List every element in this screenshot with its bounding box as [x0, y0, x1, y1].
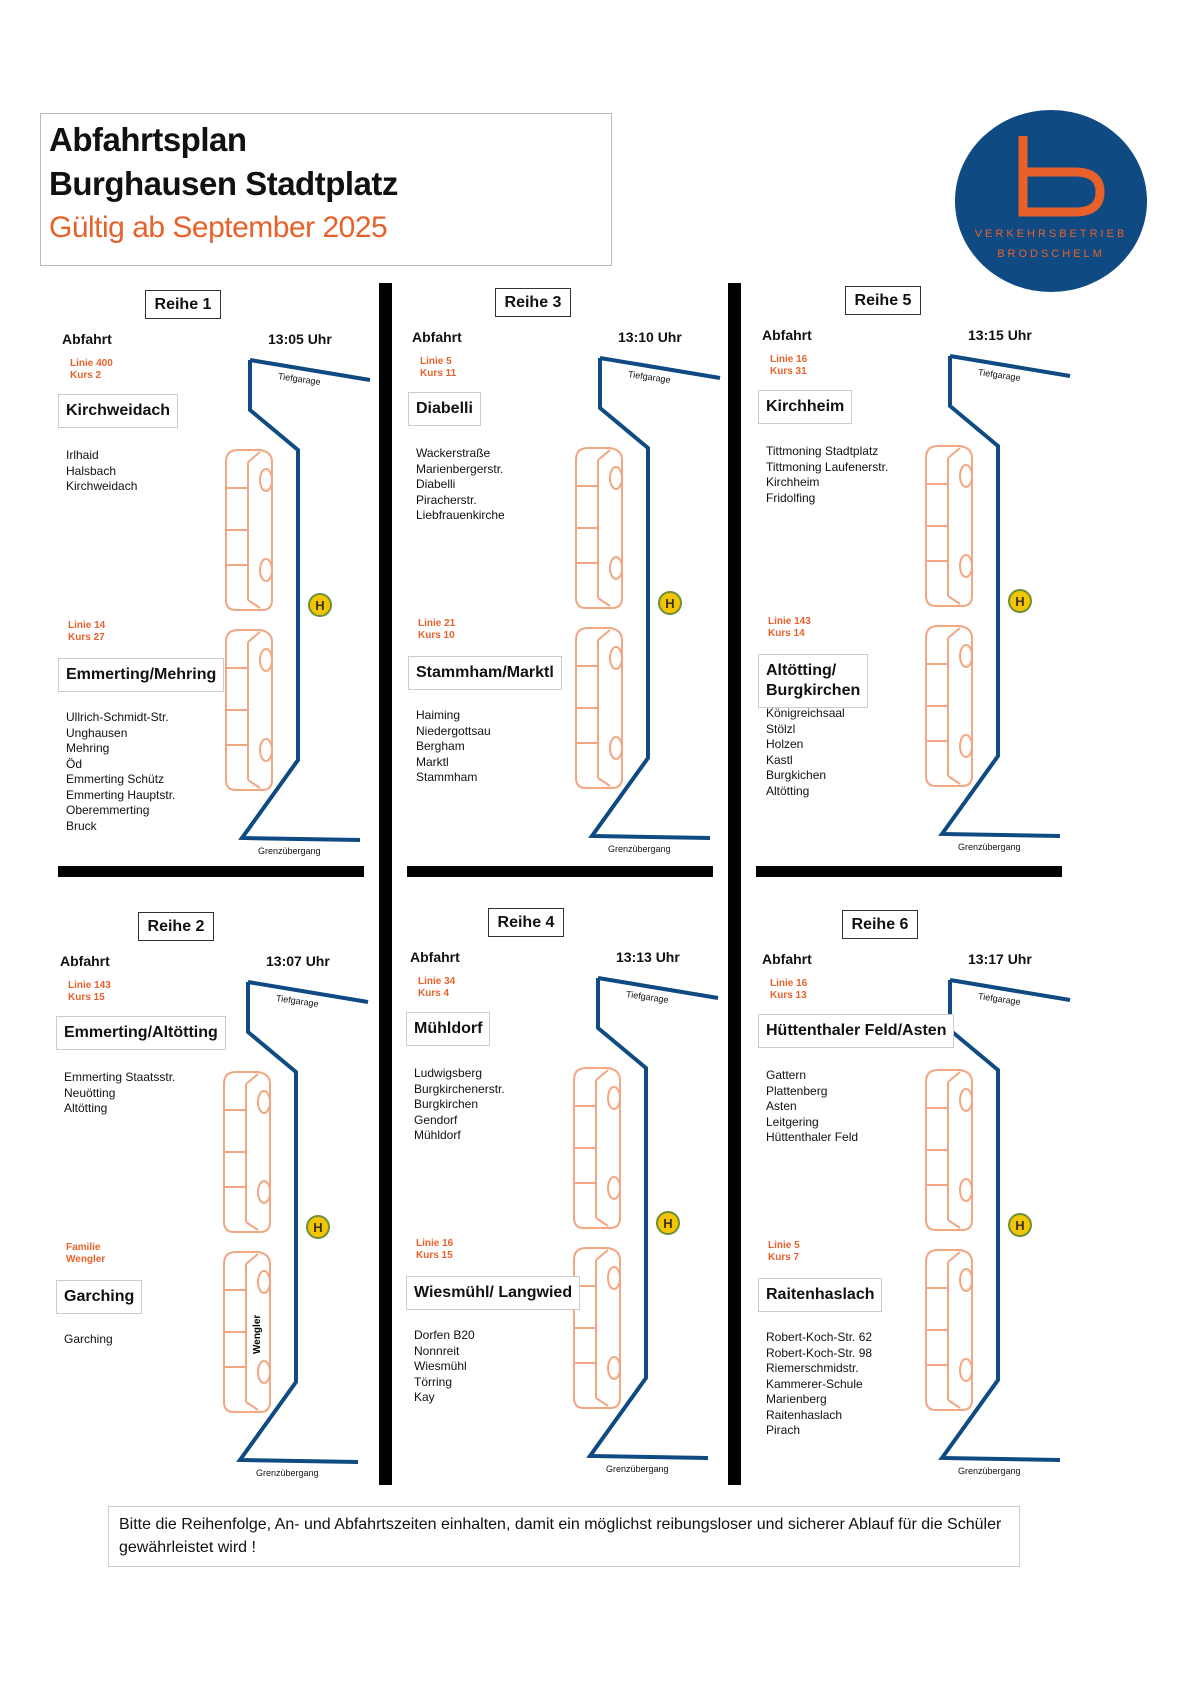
grenzuebergang-label: Grenzübergang — [608, 844, 671, 854]
bus1-destination: Emmerting/Altötting — [56, 1016, 226, 1050]
bus2-stops — [66, 710, 175, 834]
bus1-stops — [66, 448, 137, 495]
bus1-stops — [414, 1066, 505, 1144]
stop-item: Öd — [66, 756, 83, 771]
reihe-label: Reihe 2 — [138, 912, 214, 941]
stop-item: Stammham — [416, 770, 478, 784]
stop-item: Burgkirchen — [414, 1097, 479, 1111]
stop-item: Marienberg — [766, 1392, 827, 1406]
stop-item: Marktl — [416, 754, 449, 769]
departure-time: 13:10 Uhr — [618, 329, 682, 345]
stop-item: Kastl — [766, 752, 793, 767]
bus1-linie: Linie 400 Kurs 2 — [70, 358, 113, 381]
bus-stop-sign-label: H — [1015, 594, 1025, 609]
stop-item: Neuötting — [64, 1085, 116, 1100]
stop-item: Bruck — [66, 818, 97, 833]
stop-item: Kirchweidach — [66, 479, 138, 493]
departure-time: 13:05 Uhr — [268, 331, 332, 347]
grenzuebergang-label: Grenzübergang — [258, 846, 321, 856]
stop-item: Tittmoning Laufenerstr. — [766, 459, 889, 474]
logo-b-icon — [955, 110, 1147, 292]
logo-text-line2: BRODSCHELM — [997, 248, 1105, 260]
abfahrt-label: Abfahrt — [762, 327, 812, 343]
stop-item: Haiming — [416, 708, 461, 722]
reihe-label: Reihe 6 — [842, 910, 918, 939]
footer-note: Bitte die Reihenfolge, An- und Abfahrtszeiten einhalten, damit ein möglichst reibungsloser und sicherer Ablauf für die Schüler gewährleistet wird ! — [108, 1506, 1020, 1567]
stop-item: Gattern — [766, 1068, 807, 1082]
departure-time: 13:07 Uhr — [266, 953, 330, 969]
bus1-stops — [766, 1068, 858, 1146]
stop-item: Altötting — [766, 783, 810, 798]
bus2-linie: Linie 16 Kurs 15 — [416, 1238, 454, 1261]
panel-reihe-2 — [48, 912, 393, 1512]
bus1-linie: Linie 143 Kurs 15 — [68, 980, 111, 1003]
stop-item: Halsbach — [66, 463, 117, 478]
departure-time: 13:17 Uhr — [968, 951, 1032, 967]
bus1-destination: Hüttenthaler Feld/Asten — [758, 1014, 954, 1048]
panel-reihe-5 — [750, 286, 1095, 886]
stop-item: Pirach — [766, 1423, 801, 1437]
bus-stop-sign-label: H — [663, 1216, 673, 1231]
bus2-destination: Wiesmühl/ Langwied — [406, 1276, 580, 1310]
stop-item: Plattenberg — [766, 1083, 828, 1098]
logo-text-line1: VERKEHRSBETRIEB — [974, 228, 1128, 240]
reihe-label: Reihe 1 — [145, 290, 221, 319]
stop-item: Wiesmühl — [414, 1359, 467, 1373]
bus2-destination: Altötting/ Burgkirchen — [758, 654, 868, 708]
title-box — [40, 113, 612, 266]
tiefgarage-label: Tiefgarage — [277, 371, 322, 387]
tiefgarage-label: Tiefgarage — [977, 367, 1022, 383]
panel-reihe-6 — [750, 910, 1095, 1510]
bus2-destination: Stammham/Marktl — [408, 656, 562, 690]
stop-item: Kammerer-Schule — [766, 1376, 863, 1391]
tiefgarage-label: Tiefgarage — [275, 993, 320, 1009]
page-title: Abfahrtsplan — [49, 121, 247, 158]
company-logo — [955, 110, 1147, 292]
panel-reihe-1 — [50, 290, 395, 890]
stop-item: Holzen — [766, 737, 804, 751]
stop-item: Stölzl — [766, 721, 796, 736]
abfahrt-label: Abfahrt — [62, 331, 112, 347]
stop-item: Nonnreit — [414, 1343, 460, 1358]
stop-item: Emmerting Staatsstr. — [64, 1070, 176, 1084]
bus2-destination: Emmerting/Mehring — [58, 658, 224, 692]
page-subtitle: Burghausen Stadtplatz — [49, 165, 398, 202]
validity-text: Gültig ab September 2025 — [49, 211, 388, 244]
stop-item: Emmerting Hauptstr. — [66, 787, 176, 802]
stop-item: Burgkirchenerstr. — [414, 1081, 505, 1096]
grenzuebergang-label: Grenzübergang — [958, 842, 1021, 852]
stop-item: Kirchheim — [766, 475, 820, 489]
stop-item: Robert-Koch-Str. 62 — [766, 1330, 873, 1344]
stop-item: Wackerstraße — [416, 446, 491, 460]
abfahrt-label: Abfahrt — [410, 949, 460, 965]
bus-stop-sign-label: H — [665, 596, 675, 611]
stop-item: Burgkichen — [766, 768, 827, 782]
grenzuebergang-label: Grenzübergang — [256, 1468, 319, 1478]
grenzuebergang-label: Grenzübergang — [958, 1466, 1021, 1476]
stop-item: Oberemmerting — [66, 803, 150, 817]
stop-item: Gendorf — [414, 1112, 458, 1127]
stop-item: Liebfrauenkirche — [416, 508, 505, 522]
bus2-stops — [64, 1332, 113, 1348]
stop-item: Törring — [414, 1374, 453, 1389]
bus1-linie: Linie 5 Kurs 11 — [420, 356, 457, 379]
bus2-stops — [766, 1330, 872, 1439]
bus2-stops — [416, 708, 491, 786]
stop-item: Mühldorf — [414, 1128, 461, 1142]
stop-item: Ullrich-Schmidt-Str. — [66, 710, 169, 724]
departure-time: 13:13 Uhr — [616, 949, 680, 965]
stop-item: Bergham — [416, 739, 465, 753]
bus1-destination: Mühldorf — [406, 1012, 490, 1046]
tiefgarage-label: Tiefgarage — [977, 991, 1022, 1007]
abfahrt-label: Abfahrt — [412, 329, 462, 345]
bus1-stops — [64, 1070, 175, 1117]
stop-item: Irlhaid — [66, 448, 99, 462]
stop-item: Tittmoning Stadtplatz — [766, 444, 879, 458]
abfahrt-label: Abfahrt — [762, 951, 812, 967]
stop-item: Ludwigsberg — [414, 1066, 483, 1080]
bus2-linie: Linie 14 Kurs 27 — [68, 620, 106, 643]
bus1-linie: Linie 16 Kurs 31 — [770, 354, 808, 377]
tiefgarage-label: Tiefgarage — [627, 369, 672, 385]
panel-reihe-4 — [398, 908, 743, 1508]
reihe-label: Reihe 3 — [495, 288, 571, 317]
stop-item: Asten — [766, 1099, 797, 1113]
departure-time: 13:15 Uhr — [968, 327, 1032, 343]
panel-reihe-3 — [400, 288, 745, 888]
bus2-stops — [414, 1328, 475, 1406]
stop-item: Hüttenthaler Feld — [766, 1130, 859, 1144]
bus1-stops — [416, 446, 505, 524]
bus2-destination: Garching — [56, 1280, 142, 1314]
stop-item: Marienbergerstr. — [416, 461, 504, 476]
grenzuebergang-label: Grenzübergang — [606, 1464, 669, 1474]
bus1-linie: Linie 34 Kurs 4 — [418, 976, 456, 999]
stop-item: Niedergottsau — [416, 723, 491, 738]
stop-item: Leitgering — [766, 1114, 819, 1129]
bus2-linie: Linie 21 Kurs 10 — [418, 618, 456, 641]
stop-item: Emmerting Schütz — [66, 772, 165, 786]
abfahrt-label: Abfahrt — [60, 953, 110, 969]
reihe-label: Reihe 4 — [488, 908, 564, 937]
bus-stop-sign-label: H — [313, 1220, 323, 1235]
stop-item: Dorfen B20 — [414, 1328, 475, 1342]
stop-item: Fridolfing — [766, 490, 816, 505]
stop-item: Altötting — [64, 1101, 108, 1115]
bus1-destination: Kirchheim — [758, 390, 852, 424]
stop-item: Piracherstr. — [416, 492, 477, 507]
bus2-stops — [766, 706, 845, 799]
bus2-linie: Linie 143 Kurs 14 — [768, 616, 811, 639]
stop-item: Raitenhaslach — [766, 1407, 843, 1422]
stop-item: Unghausen — [66, 725, 128, 740]
stop-item: Riemerschmidstr. — [766, 1361, 859, 1375]
bus2-destination: Raitenhaslach — [758, 1278, 882, 1312]
reihe-label: Reihe 5 — [845, 286, 921, 315]
stop-item: Mehring — [66, 741, 110, 755]
bus2-linie: Familie Wengler — [66, 1242, 106, 1265]
bus-stop-sign-label: H — [315, 598, 325, 613]
stop-item: Diabelli — [416, 477, 456, 491]
bus1-linie: Linie 16 Kurs 13 — [770, 978, 808, 1001]
bus1-stops — [766, 444, 888, 506]
stop-item: Garching — [64, 1332, 113, 1346]
stop-item: Kay — [414, 1390, 435, 1404]
bus2-linie: Linie 5 Kurs 7 — [768, 1240, 800, 1263]
stop-item: Robert-Koch-Str. 98 — [766, 1345, 873, 1360]
stop-item: Königreichsaal — [766, 706, 845, 720]
bus1-destination: Diabelli — [408, 392, 481, 426]
bus-private-label: Wengler — [252, 1314, 263, 1354]
bus1-destination: Kirchweidach — [58, 394, 178, 428]
tiefgarage-label: Tiefgarage — [625, 989, 670, 1005]
bus-stop-sign-label: H — [1015, 1218, 1025, 1233]
